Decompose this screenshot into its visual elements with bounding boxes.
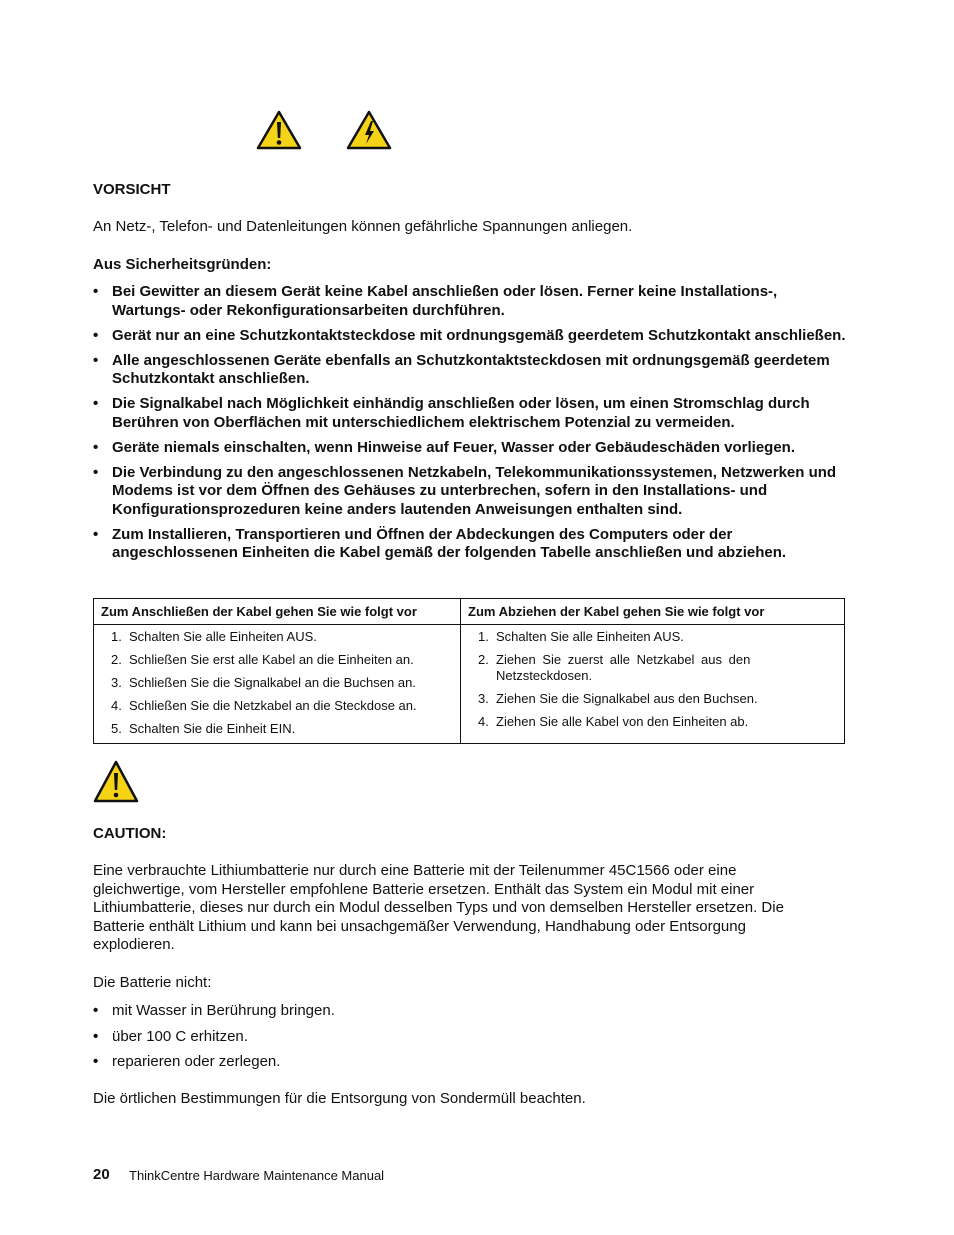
caution-heading-vorsicht: VORSICHT: [93, 181, 171, 198]
table-header-connect: Zum Anschließen der Kabel gehen Sie wie folgt vor: [94, 599, 461, 625]
battery-paragraph: Eine verbrauchte Lithiumbatterie nur durch eine Batterie mit der Teilenummer 45C1566 oder eine gleichwertige, vom Hersteller empfohlene Batterie ersetzen. Enthält das System ein Modul mit einer Lithiumbatterie, dieses nur durch ein Modul desselben Typs und von demselben Hersteller ersetzen. Die Batterie enthält Lithium und kann bei unsachgemäßer Verwendung, Handhabung oder Entsorgung explodieren.: [93, 862, 784, 953]
table-step: 2. Schließen Sie erst alle Kabel an die Einheiten an.: [111, 652, 414, 667]
table-step: 1. Schalten Sie alle Einheiten AUS.: [111, 629, 317, 644]
list-item: • Geräte niemals einschalten, wenn Hinweise auf Feuer, Wasser oder Gebäudeschäden vorliegen.: [93, 439, 853, 458]
cable-procedure-table: [93, 598, 845, 744]
list-item: • mit Wasser in Berührung bringen.: [93, 1002, 335, 1021]
page-number: 20: [93, 1166, 110, 1183]
connect-steps-list: [101, 629, 453, 737]
safety-list: [93, 283, 853, 569]
list-item: • Gerät nur an eine Schutzkontaktsteckdose mit ordnungsgemäß geerdetem Schutzkontakt anschließen.: [93, 327, 853, 346]
table-step: 4. Schließen Sie die Netzkabel an die Steckdose an.: [111, 698, 417, 713]
connect-steps-cell: [94, 625, 461, 744]
disposal-note: Die örtlichen Bestimmungen für die Entsorgung von Sondermüll beachten.: [93, 1090, 586, 1107]
table-step: 3. Ziehen Sie die Signalkabel aus den Buchsen.: [478, 691, 758, 706]
table-step: 5. Schalten Sie die Einheit EIN.: [111, 721, 296, 736]
disconnect-steps-list: [468, 629, 837, 730]
caution-heading: CAUTION:: [93, 825, 167, 842]
list-item: • Bei Gewitter an diesem Gerät keine Kabel anschließen oder lösen. Ferner keine Installations-, Wartungs- oder Rekonfigurationsarbeiten durchführen.: [93, 283, 853, 320]
list-item: • über 100 C erhitzen.: [93, 1028, 335, 1047]
table-header-disconnect: Zum Abziehen der Kabel gehen Sie wie folgt vor: [461, 599, 845, 625]
list-item: • reparieren oder zerlegen.: [93, 1053, 335, 1072]
warning-triangle-icon: [93, 760, 139, 803]
table-step: 3. Schließen Sie die Signalkabel an die Buchsen an.: [111, 675, 416, 690]
list-item: • Alle angeschlossenen Geräte ebenfalls an Schutzkontaktsteckdosen mit ordnungsgemäß geerdetem Schutzkontakt anschließen.: [93, 352, 853, 389]
list-item: • Die Verbindung zu den angeschlossenen Netzkabeln, Telekommunikationssystemen, Netzwerken und Modems ist vor dem Öffnen des Gehäuses zu unterbrechen, sofern in den Installations- und Konfigurationsprozeduren keine anders lautenden Anweisungen enthalten sind.: [93, 464, 853, 520]
electric-hazard-icon: [346, 110, 392, 150]
table-step: 2. Ziehen Sie zuerst alle Netzkabel aus den Netzsteckdosen.: [478, 652, 751, 683]
warning-triangle-icon: [256, 110, 302, 150]
battery-list-intro: Die Batterie nicht:: [93, 974, 212, 991]
disconnect-steps-cell: [461, 625, 845, 744]
manual-title: ThinkCentre Hardware Maintenance Manual: [129, 1168, 385, 1183]
battery-list: [93, 1002, 335, 1079]
table-step: 4. Ziehen Sie alle Kabel von den Einheiten ab.: [478, 714, 749, 729]
caution-intro: An Netz-, Telefon- und Datenleitungen können gefährliche Spannungen anliegen.: [93, 218, 633, 235]
list-item: • Zum Installieren, Transportieren und Öffnen der Abdeckungen des Computers oder der angeschlossenen Einheiten die Kabel gemäß der folgenden Tabelle anschließen und abziehen.: [93, 526, 853, 563]
safety-subheading: Aus Sicherheitsgründen:: [93, 256, 272, 273]
list-item: • Die Signalkabel nach Möglichkeit einhändig anschließen oder lösen, um einen Stromschlag durch Berühren von Oberflächen mit unterschiedlichem elektrischem Potenzial zu vermeiden.: [93, 395, 853, 432]
table-step: 1. Schalten Sie alle Einheiten AUS.: [478, 629, 684, 644]
